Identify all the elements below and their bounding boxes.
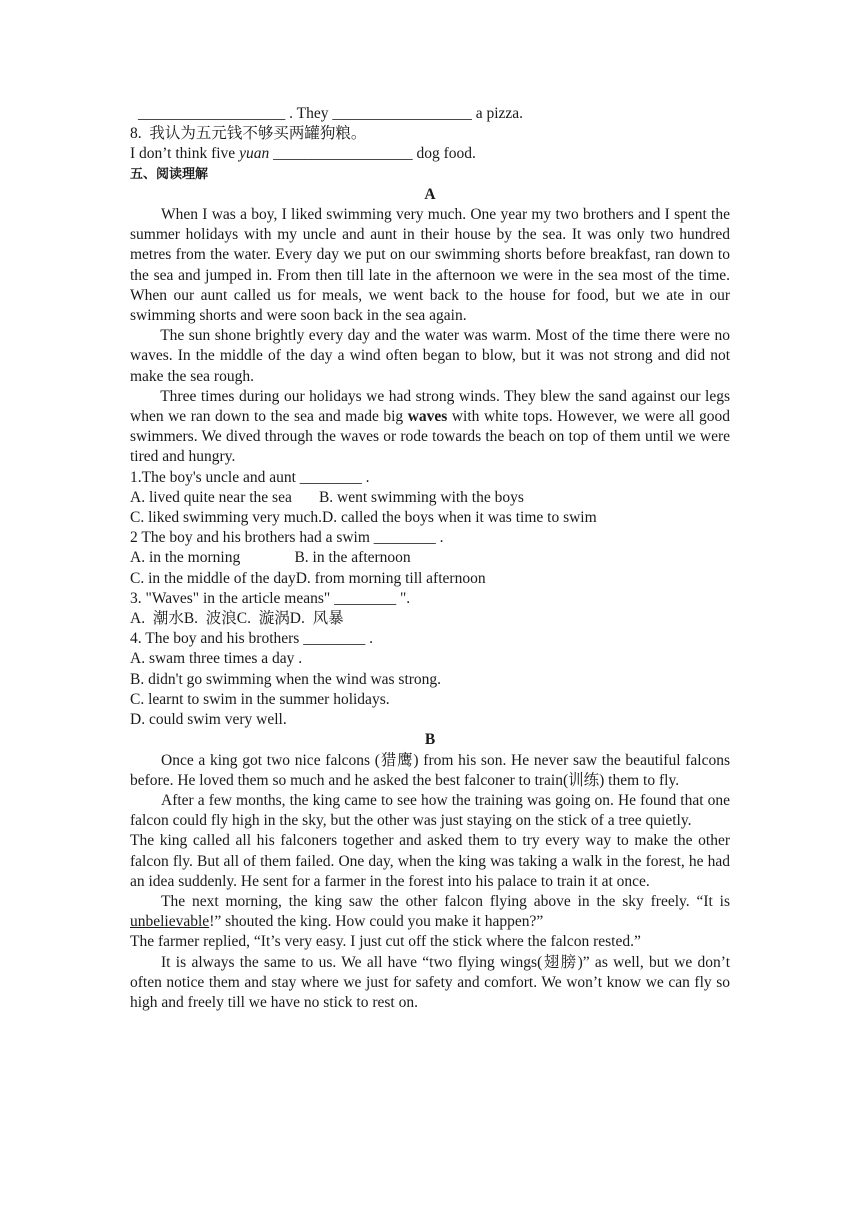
p3-text-pre: Three times during our holidays we had strong winds. They blew the sand against our legs when we ran down to the sea and made big	[130, 387, 730, 426]
question-4-stem: 4. The boy and his brothers ________ .	[130, 630, 373, 648]
question-2-options-row-2: C. in the middle of the dayD. from morning till afternoon	[130, 569, 486, 587]
passage-b-paragraph-5: The farmer replied, “It’s very easy. I just cut off the stick where the falcon rested.”	[130, 933, 641, 951]
section-heading: 五、阅读理解	[130, 166, 209, 182]
document-content	[130, 104, 730, 1013]
question-4-option-b: B. didn't go swimming when the wind was strong.	[130, 670, 442, 688]
passage-b-paragraph-2: After a few months, the king came to see how the training was going on. He found that one falcon could fly high in the sky, but the other was just staying on the stick of a tree quietly.	[130, 791, 730, 830]
question-8-english	[130, 144, 730, 164]
p4-text-pre: The next morning, the king saw the other falcon flying above in the sky freely. “It is	[161, 892, 730, 910]
passage-a-paragraph-2: The sun shone brightly every day and the water was warm. Most of the time there were no waves. In the middle of the day a wind often began to blow, but it was not strong and did not make the sea rough.	[130, 327, 730, 385]
question-4-option-c: C. learnt to swim in the summer holidays.	[130, 690, 390, 708]
passage-a-paragraph-3	[130, 387, 730, 468]
q8-text-italic: yuan	[239, 145, 270, 163]
question-2-options-row-1: A. in the morning B. in the afternoon	[130, 549, 411, 567]
question-2-stem: 2 The boy and his brothers had a swim ________ .	[130, 529, 444, 547]
question-3-stem: 3. "Waves" in the article means" ________ ".	[130, 589, 411, 607]
q8-text-post: __________________ dog food.	[269, 145, 476, 163]
question-3-options-row-1: A. 潮水B. 波浪C. 漩涡D. 风暴	[130, 610, 344, 628]
question-4-option-d: D. could swim very well.	[130, 711, 287, 729]
p4-text-post: !” shouted the king. How could you make it happen?”	[209, 913, 544, 931]
question-1-options-row-2: C. liked swimming very much.D. called the boys when it was time to swim	[130, 509, 597, 527]
passage-b-paragraph-3: The king called all his falconers together and asked them to try every way to make the other falcon fly. But all of them failed. One day, when the king was taking a walk in the forest, he had an idea suddenly. He sent for a farmer in the forest into his palace to train it at once.	[130, 832, 730, 890]
passage-b-paragraph-6: It is always the same to us. We all have “two flying wings(翅膀)” as well, but we don’t often notice them and stay where we just for safety and comfort. We won’t know we can fly so high and freely till we have no stick to rest on.	[130, 953, 730, 1011]
question-1-options-row-1: A. lived quite near the sea B. went swimming with the boys	[130, 488, 524, 506]
passage-b-paragraph-1: Once a king got two nice falcons (猎鹰) from his son. He never saw the beautiful falcons before. He loved them so much and he asked the best falconer to train(训练) them to fly.	[130, 751, 730, 789]
passage-a-paragraph-1: When I was a boy, I liked swimming very much. One year my two brothers and I spent the summer holidays with my uncle and aunt in their house by the sea. It was only two hundred metres from the water. Every day we put on our swimming shorts before breakfast, ran down to the sea and jumped in. From then till late in the afternoon we were in the sea most of the time. When our aunt called us for meals, we went back to the house for food, but we ate in our swimming shorts and were soon back in the sea again.	[130, 206, 730, 325]
fill-blank-text: ___________________ . They __________________ a pizza.	[138, 105, 524, 122]
fill-blank-line	[130, 104, 730, 124]
passage-b-paragraph-4	[130, 892, 730, 932]
q8-text-pre: I don’t think five	[130, 145, 240, 163]
question-1-stem: 1.The boy's uncle and aunt ________ .	[130, 468, 370, 486]
passage-a-title: A	[424, 185, 436, 203]
p4-underlined-word: unbelievable	[130, 913, 210, 931]
question-4-option-a: A. swam three times a day .	[130, 650, 303, 668]
p3-bold-word: waves	[407, 408, 448, 426]
p3-text-post: with white tops. However, we were all good swimmers. We dived through the waves or rode towards the beach on top of them until we were tired and hungry.	[130, 408, 731, 466]
passage-b-title: B	[424, 731, 436, 749]
question-8-chinese: 8. 我认为五元钱不够买两罐狗粮。	[130, 125, 367, 143]
